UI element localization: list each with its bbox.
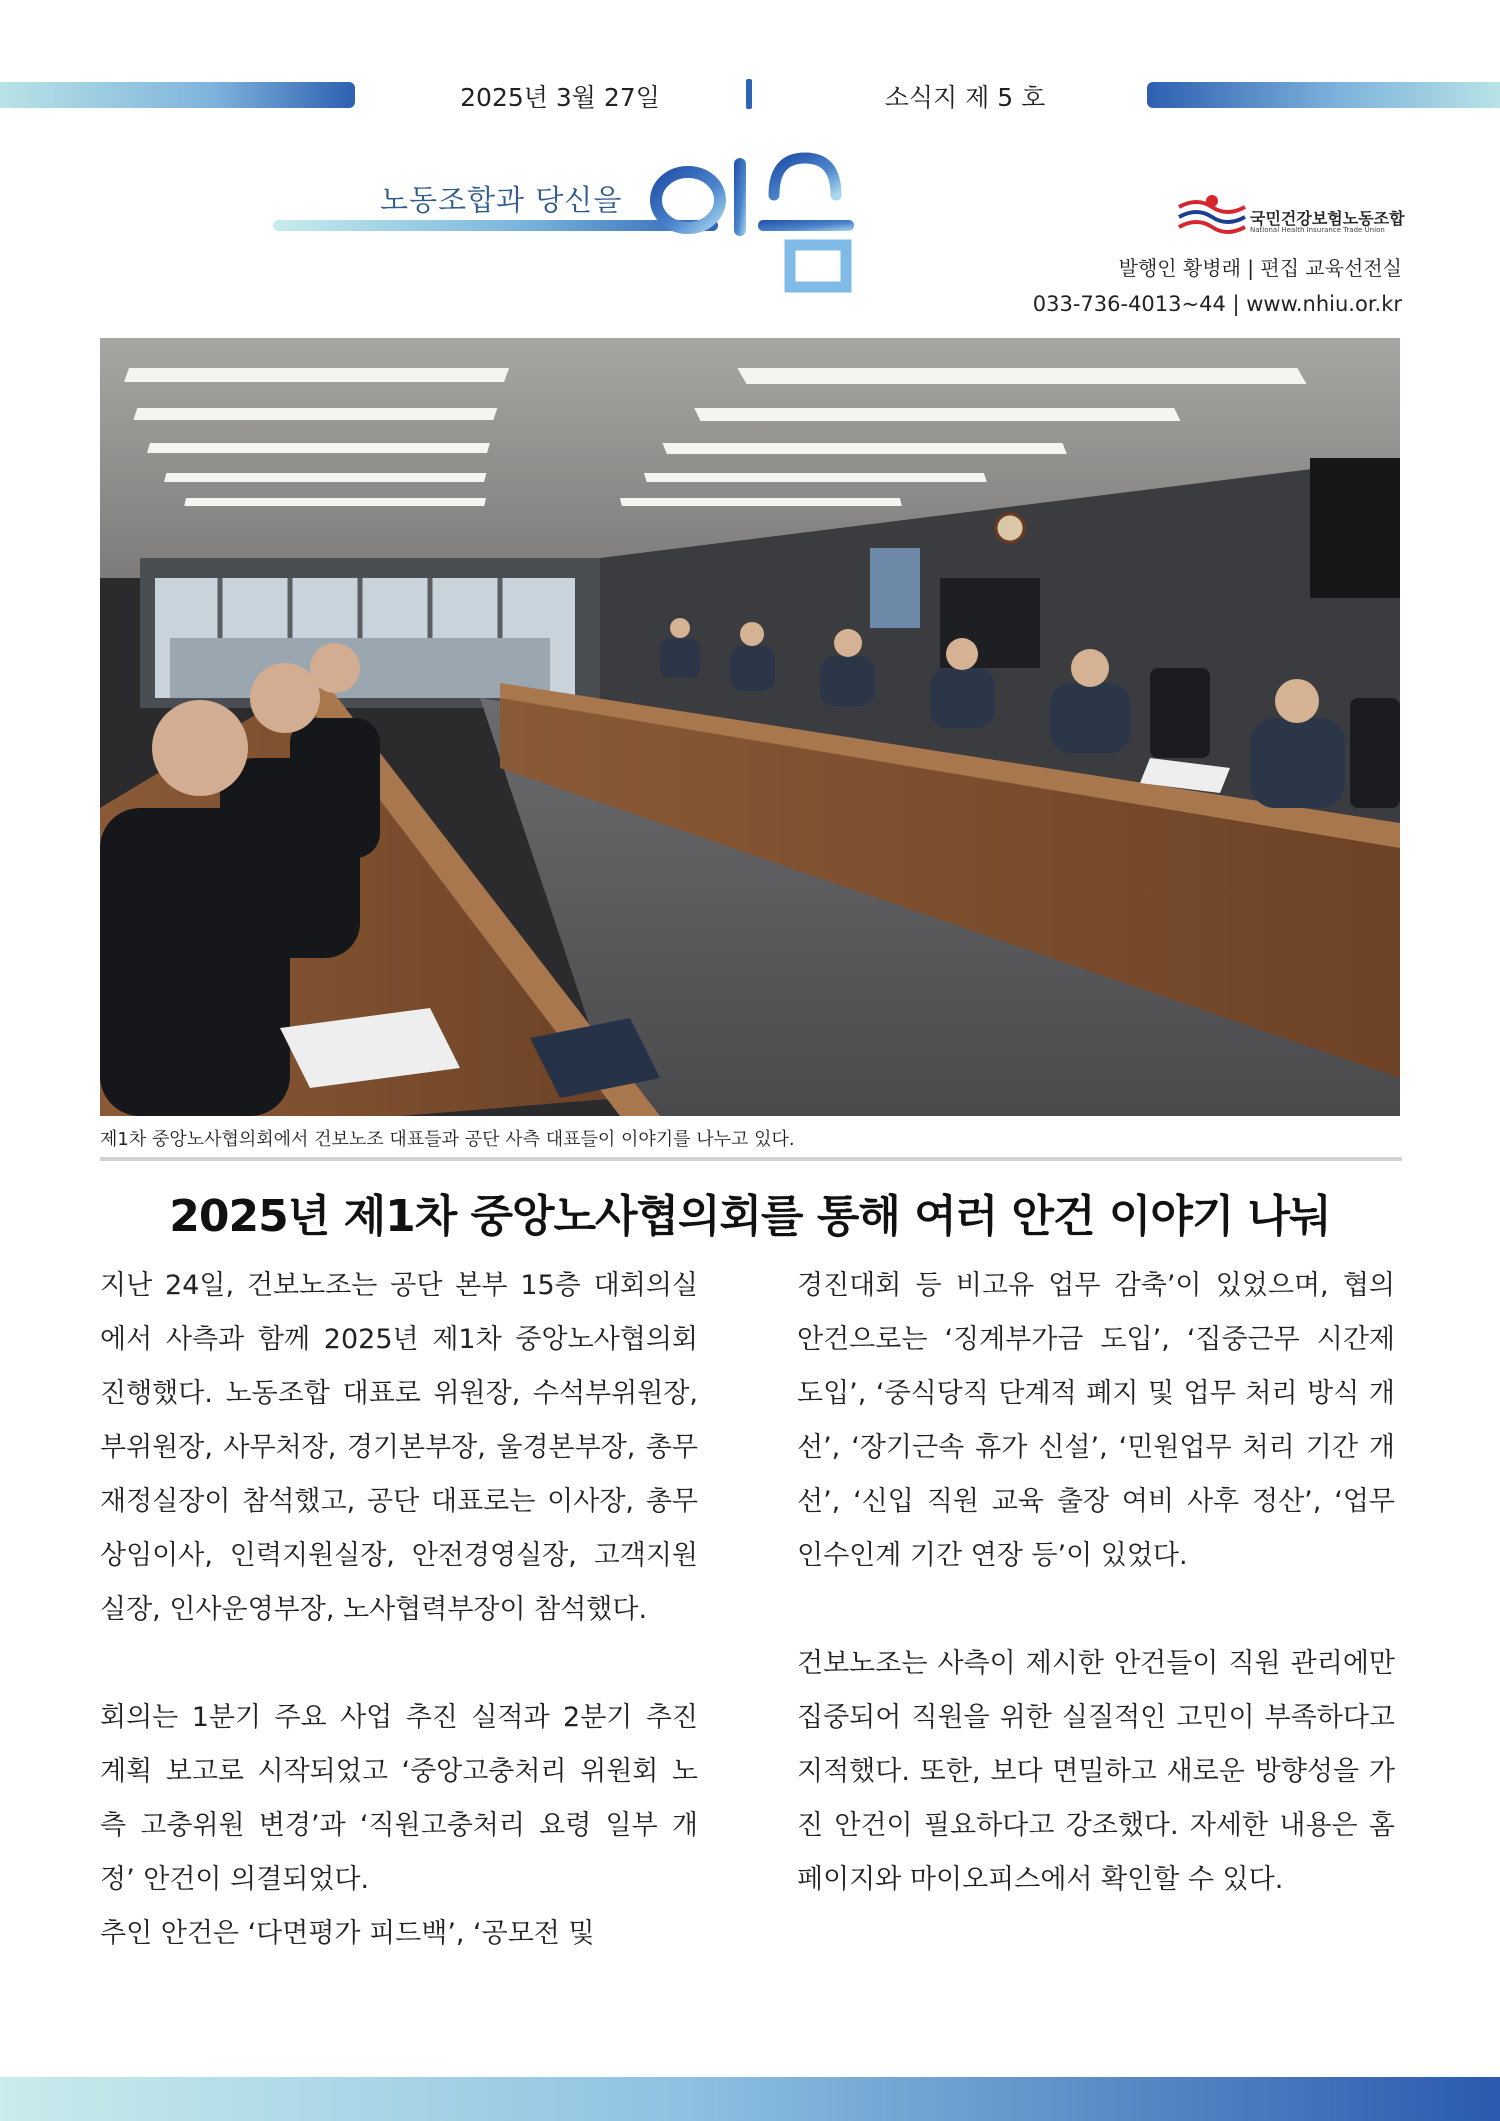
publisher-info: 발행인 황병래 | 편집 교육선전실 bbox=[1118, 256, 1402, 280]
header-divider bbox=[746, 79, 752, 109]
article-headline: 2025년 제1차 중앙노사협의회를 통해 여러 안건 이야기 나눠 bbox=[169, 1191, 1331, 1242]
article-paragraph: 건보노조는 사측이 제시한 안건들이 직원 관리에만 집중되어 직원을 위한 실질적인 고민이 부족하다고 지적했다. 또한, 보다 면밀하고 새로운 방향성을 가진 안건이 필요하다고 강조했다. 자세한 내용은 홈페이지와 마이오피스에서 확인할 수 있다. bbox=[797, 1648, 1395, 1895]
union-name-korean: 국민건강보험노동조합 bbox=[1250, 209, 1405, 228]
union-logo-icon bbox=[1177, 193, 1247, 239]
article-paragraph: 지난 24일, 건보노조는 공단 본부 15층 대회의실에서 사측과 함께 2025년 제1차 중앙노사협의회 진행했다. 노동조합 대표로 위원장, 수석부위원장, 부위원장, 사무처장, 경기본부장, 울경본부장, 총무재정실장이 참석했고, 공단 대표로는 이사장, 총무상임이사, 인력지원실장, 안전경영실장, 고객지원실장, 인사운영부장, 노사협력부장이 참석했다. bbox=[100, 1270, 698, 1625]
union-name-english: National Health Insurance Trade Union bbox=[1250, 226, 1385, 234]
meeting-photo bbox=[100, 338, 1400, 1116]
issue-number: 소식지 제 5 호 bbox=[884, 83, 1046, 112]
article-paragraph: 추인 안건은 ‘다면평가 피드백’, ‘공모전 및 bbox=[100, 1918, 595, 1949]
article-column-left bbox=[100, 1259, 698, 1961]
masthead-logo bbox=[640, 140, 900, 305]
masthead-slogan: 노동조합과 당신을 bbox=[380, 183, 623, 217]
article-paragraph: 경진대회 등 비고유 업무 감축’이 있었으며, 협의 안건으로는 ‘징계부가금 도입’, ‘집중근무 시간제 도입’, ‘중식당직 단계적 폐지 및 업무 처리 방식 개선’, ‘장기근속 휴가 신설’, ‘민원업무 처리 기간 개선’, ‘신입 직원 교육 출장 여비 사후 정산’, ‘업무 인수인계 기간 연장 등’이 있었다. bbox=[797, 1270, 1395, 1571]
article-paragraph: 회의는 1분기 주요 사업 추진 실적과 2분기 추진 계획 보고로 시작되었고 ‘중앙고충처리 위원회 노측 고충위원 변경’과 ‘직원고충처리 요령 일부 개정’ 안건이 의결되었다. bbox=[100, 1702, 698, 1895]
meeting-photo-illustration bbox=[100, 338, 1400, 1116]
footer-accent-bar bbox=[0, 2077, 1500, 2121]
header-accent-bar-left bbox=[0, 82, 355, 108]
caption-divider bbox=[100, 1157, 1402, 1161]
header-accent-bar-right bbox=[1147, 82, 1500, 108]
article-column-right bbox=[797, 1259, 1395, 1907]
issue-date: 2025년 3월 27일 bbox=[460, 83, 660, 112]
contact-info: 033-736-4013~44 | www.nhiu.or.kr bbox=[1032, 292, 1402, 316]
photo-caption: 제1차 중앙노사협의회에서 건보노조 대표들과 공단 사측 대표들이 이야기를 나누고 있다. bbox=[100, 1129, 795, 1150]
